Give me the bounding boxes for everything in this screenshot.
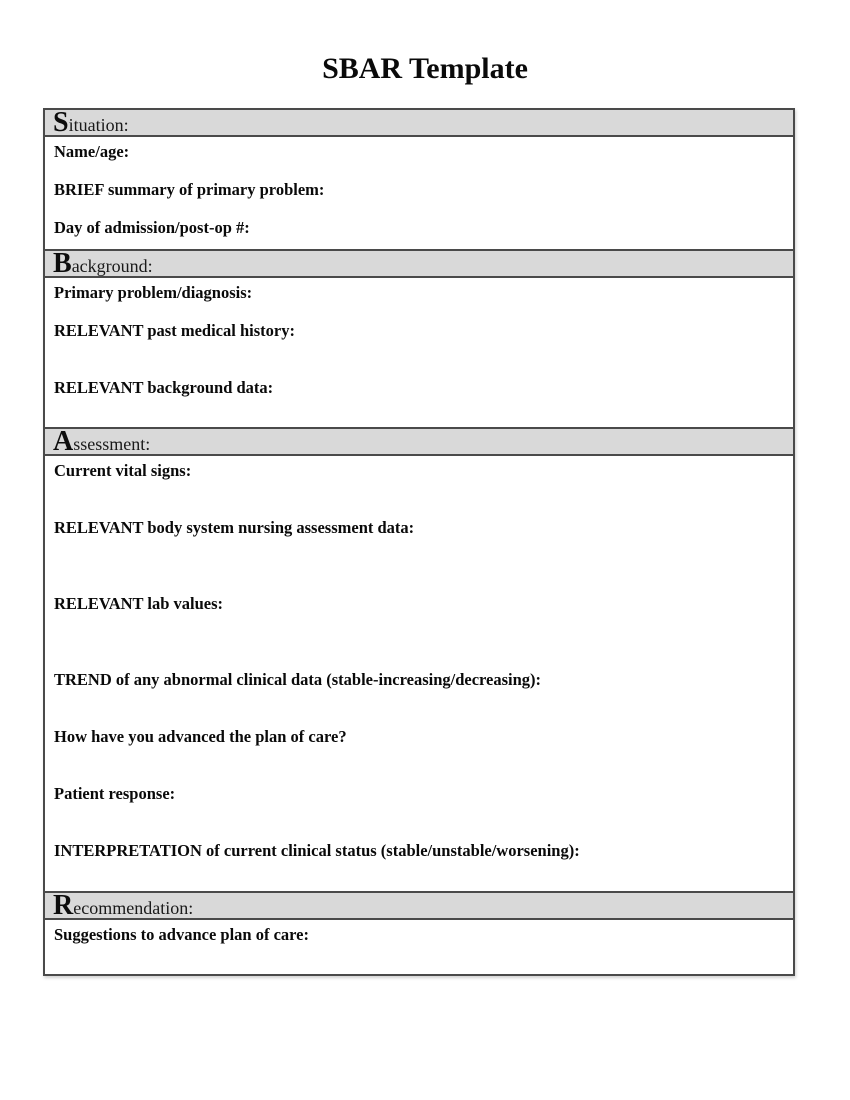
field-label-assessment-0: Current vital signs: xyxy=(54,461,192,480)
field-label-assessment-2: RELEVANT lab values: xyxy=(54,594,224,613)
section-title-rest: ackground: xyxy=(71,255,153,276)
section-title-rest: ssessment: xyxy=(73,434,151,454)
section-initial-letter: S xyxy=(53,107,69,138)
section-header-background xyxy=(45,249,793,278)
field-label-background-1: RELEVANT past medical history: xyxy=(54,320,295,340)
field-label-recommendation-0: Suggestions to advance plan of care: xyxy=(54,924,309,944)
field-label-situation-0: Name/age: xyxy=(54,142,130,161)
section-header-assessment xyxy=(45,427,793,456)
section-body-background xyxy=(45,278,793,428)
sbar-form-table xyxy=(43,108,795,976)
section-body-assessment xyxy=(45,456,793,891)
section-body-situation xyxy=(45,137,793,249)
section-header-recommendation xyxy=(45,891,793,920)
field-label-assessment-5: Patient response: xyxy=(54,784,176,803)
section-header-situation xyxy=(45,107,793,138)
field-label-assessment-1: RELEVANT body system nursing assessment data: xyxy=(54,518,415,537)
field-label-situation-1: BRIEF summary of primary problem: xyxy=(54,180,325,199)
field-label-situation-2: Day of admission/post-op #: xyxy=(54,218,250,237)
page-title: SBAR Template xyxy=(322,52,528,85)
section-initial-letter: B xyxy=(53,247,72,279)
section-title-rest: ituation: xyxy=(68,115,129,135)
section-title-rest: ecommendation: xyxy=(73,897,194,918)
section-initial-letter: R xyxy=(53,889,74,921)
field-label-background-2: RELEVANT background data: xyxy=(54,377,274,397)
field-label-assessment-3: TREND of any abnormal clinical data (stable-increasing/decreasing): xyxy=(54,670,542,689)
section-initial-letter: A xyxy=(53,426,74,457)
field-label-background-0: Primary problem/diagnosis: xyxy=(54,282,253,302)
section-body-recommendation xyxy=(45,920,793,975)
field-label-assessment-6: INTERPRETATION of current clinical status (stable/unstable/worsening): xyxy=(54,841,580,860)
field-label-assessment-4: How have you advanced the plan of care? xyxy=(54,727,347,746)
